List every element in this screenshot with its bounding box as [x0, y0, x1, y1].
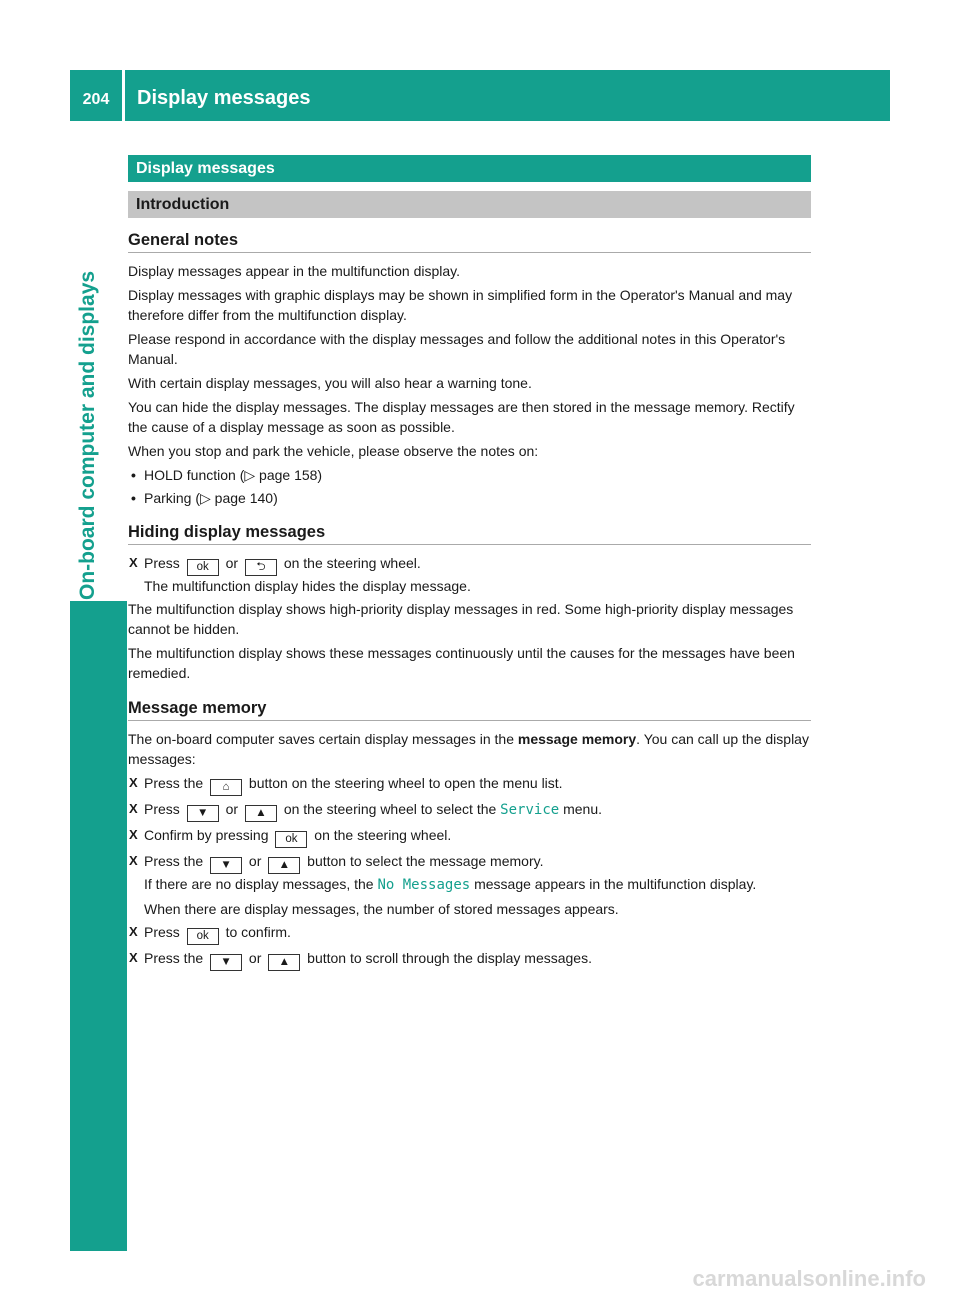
step-arrow-icon: X: [129, 950, 138, 965]
paragraph: With certain display messages, you will also hear a warning tone.: [128, 375, 532, 391]
step-arrow-icon: X: [129, 827, 138, 842]
step: X Press ▼ or ▲ on the steering wheel to select the Service menu.: [128, 799, 811, 822]
back-key-icon: ⮌: [245, 559, 277, 576]
paragraph: Please respond in accordance with the display messages and follow the additional notes in this Operator's Manual.: [128, 331, 786, 367]
step-arrow-icon: X: [129, 853, 138, 868]
paragraph: When you stop and park the vehicle, please observe the notes on:: [128, 443, 539, 459]
step-arrow-icon: X: [129, 924, 138, 939]
step-result: The multifunction display hides the display message.: [144, 578, 471, 594]
subsection-title: Introduction: [128, 191, 811, 218]
heading-message-memory: Message memory: [128, 698, 811, 721]
step-arrow-icon: X: [129, 555, 138, 570]
ok-key-icon: ok: [187, 559, 219, 576]
list-item-hold-function[interactable]: • HOLD function (▷ page 158): [128, 465, 811, 485]
paragraph: You can hide the display messages. The display messages are then stored in the message memory. Rectify the cause of a display message as soon as possible.: [128, 399, 795, 435]
step-arrow-icon: X: [129, 801, 138, 816]
step: X Press the ▼ or ▲ button to select the message memory. If there are no display messages, the No Messages message appears in the multifunction display. When there are display messages, the number of stored messages appears.: [128, 851, 811, 919]
home-key-icon: ⌂: [210, 779, 242, 796]
side-tab-marker: [70, 601, 127, 1251]
step-result: If there are no display messages, the No Messages message appears in the multifunction display.: [144, 876, 757, 893]
step: X Press ok to confirm.: [128, 922, 811, 945]
heading-hiding-messages: Hiding display messages: [128, 522, 811, 545]
up-key-icon: ▲: [245, 805, 277, 822]
ok-key-icon: ok: [187, 928, 219, 945]
ok-key-icon: ok: [275, 831, 307, 848]
step-result: When there are display messages, the number of stored messages appears.: [144, 901, 619, 917]
step: X Press the ▼ or ▲ button to scroll through the display messages.: [128, 948, 811, 971]
watermark: carmanualsonline.info: [692, 1266, 926, 1291]
down-key-icon: ▼: [210, 954, 242, 971]
bold-term: message memory: [517, 731, 637, 747]
up-key-icon: ▲: [268, 857, 300, 874]
display-text-no-messages: No Messages: [377, 877, 471, 893]
main-content: [128, 155, 811, 974]
down-key-icon: ▼: [210, 857, 242, 874]
page-number: 204: [82, 90, 110, 108]
step: X Press ok or ⮌ on the steering wheel. The multifunction display hides the display message.: [128, 553, 811, 596]
down-key-icon: ▼: [187, 805, 219, 822]
step: X Press the ⌂ button on the steering wheel to open the menu list.: [128, 773, 811, 796]
heading-general-notes: General notes: [128, 230, 811, 253]
section-title: Display messages: [128, 155, 811, 182]
up-key-icon: ▲: [268, 954, 300, 971]
page-header: [70, 70, 890, 121]
step: X Confirm by pressing ok on the steering wheel.: [128, 825, 811, 848]
paragraph: The on-board computer saves certain display messages in the message memory. You can call up the display messages:: [128, 731, 809, 767]
side-tab-label: On-board computer and displays: [76, 270, 99, 600]
step-arrow-icon: X: [129, 775, 138, 790]
paragraph: The multifunction display shows high-priority display messages in red. Some high-priority display messages cannot be hidden.: [128, 601, 794, 637]
header-title: Display messages: [137, 87, 311, 109]
paragraph: Display messages appear in the multifunction display.: [128, 263, 461, 279]
paragraph: Display messages with graphic displays may be shown in simplified form in the Operator's Manual and may therefore differ from the multifunction display.: [128, 287, 793, 323]
display-text-service: Service: [500, 802, 560, 818]
paragraph: The multifunction display shows these messages continuously until the causes for the messages have been remedied.: [128, 645, 795, 681]
list-item-parking[interactable]: • Parking (▷ page 140): [128, 488, 811, 508]
